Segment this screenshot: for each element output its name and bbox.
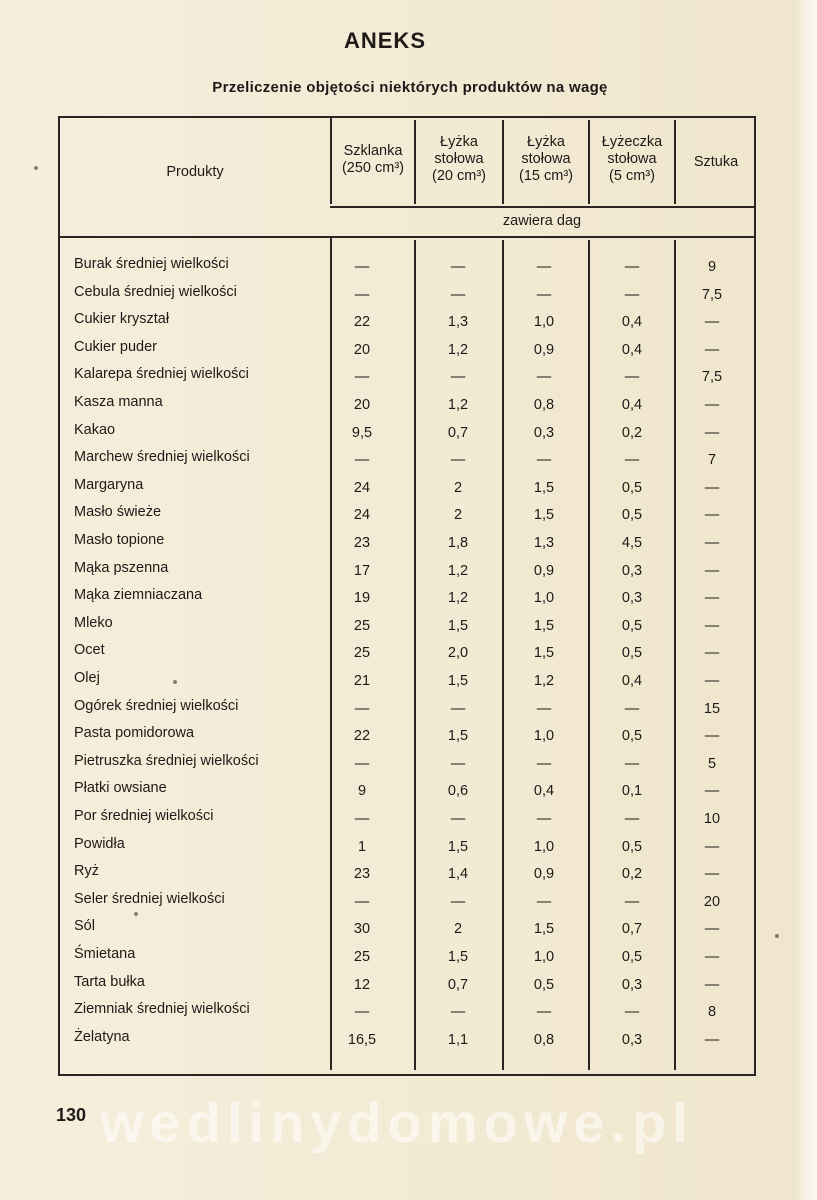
table-row-product: Marchew średniej wielkości xyxy=(74,449,250,466)
table-row-product: Ryż xyxy=(74,863,99,880)
table-cell: 0,9 xyxy=(533,866,555,883)
table-cell: — xyxy=(536,700,552,717)
table-cell: 24 xyxy=(353,507,371,524)
table-cell: 1,5 xyxy=(533,507,555,524)
table-cell: — xyxy=(704,1031,720,1048)
table-cell: 1,5 xyxy=(447,617,469,634)
table-row-product: Kalarepa średniej wielkości xyxy=(74,366,249,383)
table-cell: 1,3 xyxy=(533,535,555,551)
table-cell: — xyxy=(536,755,552,772)
column-divider xyxy=(414,240,416,1070)
table-cell: 0,5 xyxy=(621,728,643,745)
table-cell: — xyxy=(624,369,640,386)
table-cell: 1,8 xyxy=(447,535,469,551)
table-cell: 25 xyxy=(353,645,371,662)
header-teaspoon-5: Łyżeczka stołowa (5 cm³) xyxy=(601,134,663,184)
table-cell: 21 xyxy=(353,673,371,689)
table-cell: 0,4 xyxy=(621,314,643,331)
unit-note: zawiera dag xyxy=(502,213,582,229)
table-cell: 25 xyxy=(353,949,371,965)
table-cell: — xyxy=(354,1004,370,1021)
table-row-product: Kakao xyxy=(74,421,116,438)
table-cell: 0,5 xyxy=(621,479,643,496)
page-title: ANEKS xyxy=(343,28,426,53)
table-cell: 19 xyxy=(353,590,371,607)
table-cell: 1,2 xyxy=(533,673,555,689)
table-cell: 22 xyxy=(353,728,371,745)
table-row-product: Śmietana xyxy=(74,946,136,962)
table-row-product: Ziemniak średniej wielkości xyxy=(74,1001,250,1018)
table-cell: 2 xyxy=(453,479,463,496)
table-cell: — xyxy=(704,976,720,993)
table-cell: — xyxy=(704,728,720,745)
table-cell: — xyxy=(354,286,370,303)
table-cell: 9,5 xyxy=(351,424,373,441)
table-cell: — xyxy=(450,755,466,772)
table-cell: 0,3 xyxy=(621,562,643,579)
print-speck xyxy=(34,166,38,170)
table-cell: 0,3 xyxy=(621,590,643,607)
print-speck xyxy=(134,912,138,916)
table-cell: 2 xyxy=(453,507,463,524)
table-cell: 1,5 xyxy=(447,838,469,855)
table-cell: 1,5 xyxy=(533,921,555,938)
table-cell: — xyxy=(704,535,720,551)
table-row-product: Ogórek średniej wielkości xyxy=(74,697,239,714)
table-cell: — xyxy=(624,286,640,303)
table-cell: — xyxy=(704,507,720,524)
table-cell: 0,4 xyxy=(533,783,555,800)
table-cell: 0,5 xyxy=(621,617,643,634)
table-cell: 30 xyxy=(353,921,371,938)
table-cell: — xyxy=(624,700,640,717)
watermark: wedlinydomowe.pl xyxy=(100,1091,694,1154)
table-cell: 1 xyxy=(357,838,367,855)
table-cell: 1,5 xyxy=(533,479,555,496)
table-cell: 0,6 xyxy=(447,783,469,800)
table-row-product: Tarta bułka xyxy=(74,973,145,990)
table-cell: 23 xyxy=(353,535,371,551)
table-cell: 0,7 xyxy=(621,921,643,938)
table-row-product: Sól xyxy=(74,918,95,935)
table-row-product: Płatki owsiane xyxy=(74,780,167,797)
table-cell: 0,7 xyxy=(447,976,469,993)
table-cell: — xyxy=(704,949,720,965)
table-cell: 16,5 xyxy=(347,1031,377,1048)
column-divider xyxy=(502,240,504,1070)
table-row-product: Cukier kryształ xyxy=(74,311,170,328)
table-row-product: Margaryna xyxy=(74,476,144,493)
table-row-product: Pietruszka średniej wielkości xyxy=(74,752,259,769)
table-row-product: Kasza manna xyxy=(74,394,163,410)
table-cell: 1,0 xyxy=(533,838,555,855)
table-cell: 8 xyxy=(707,1004,717,1021)
table-cell: — xyxy=(450,893,466,910)
table-cell: — xyxy=(624,811,640,827)
table-cell: — xyxy=(354,369,370,386)
table-cell: 0,5 xyxy=(621,949,643,965)
print-speck xyxy=(173,680,177,684)
table-cell: — xyxy=(536,811,552,827)
table-cell: 1,0 xyxy=(533,590,555,607)
table-cell: — xyxy=(450,259,466,275)
table-cell: 25 xyxy=(353,617,371,634)
table-cell: — xyxy=(704,562,720,579)
table-cell: 0,5 xyxy=(621,838,643,855)
table-cell: 7,5 xyxy=(701,286,723,303)
table-cell: — xyxy=(354,700,370,717)
table-row-product: Masło świeże xyxy=(74,504,162,521)
table-cell: — xyxy=(624,259,640,275)
table-cell: — xyxy=(354,452,370,469)
table-cell: — xyxy=(704,397,720,413)
header-tablespoon-20: Łyżka stołowa (20 cm³) xyxy=(432,134,486,184)
table-cell: 9 xyxy=(357,783,367,800)
table-row-product: Powidła xyxy=(74,835,125,852)
table-cell: 0,8 xyxy=(533,397,555,413)
table-cell: — xyxy=(354,755,370,772)
page-number: 130 xyxy=(56,1105,87,1125)
table-cell: 10 xyxy=(703,811,721,827)
table-cell: 1,5 xyxy=(447,728,469,745)
table-cell: — xyxy=(450,700,466,717)
table-cell: 2,0 xyxy=(447,645,469,662)
table-cell: 1,0 xyxy=(533,728,555,745)
table-cell: 22 xyxy=(353,314,371,331)
table-cell: 0,4 xyxy=(621,341,643,358)
table-cell: 24 xyxy=(353,479,371,496)
table-cell: 0,7 xyxy=(447,424,469,441)
table-cell: — xyxy=(704,424,720,441)
table-cell: 23 xyxy=(353,866,371,883)
table-cell: — xyxy=(704,645,720,662)
table-cell: — xyxy=(536,369,552,386)
table-cell: 1,0 xyxy=(533,314,555,331)
table-cell: 12 xyxy=(353,976,371,993)
table-cell: 17 xyxy=(353,562,371,579)
table-cell: 0,4 xyxy=(621,673,643,689)
table-cell: 1,0 xyxy=(533,949,555,965)
table-cell: 1,5 xyxy=(447,673,469,689)
table-cell: — xyxy=(704,341,720,358)
table-row-product: Mąka ziemniaczana xyxy=(74,587,203,604)
table-cell: 0,8 xyxy=(533,1031,555,1048)
table-cell: 9 xyxy=(707,259,717,275)
table-cell: 1,1 xyxy=(447,1031,469,1048)
table-cell: 1,5 xyxy=(533,617,555,634)
page-edge xyxy=(795,0,817,1200)
table-cell: — xyxy=(450,452,466,469)
table-cell: — xyxy=(704,783,720,800)
table-cell: 0,9 xyxy=(533,562,555,579)
table-cell: 1,3 xyxy=(447,314,469,331)
table-cell: 1,5 xyxy=(447,949,469,965)
table-row-product: Mąka pszenna xyxy=(74,559,169,576)
header-glass: Szklanka (250 cm³) xyxy=(341,143,405,176)
table-cell: — xyxy=(704,838,720,855)
table-cell: — xyxy=(536,452,552,469)
table-cell: 0,9 xyxy=(533,341,555,358)
table-caption: Przeliczenie objętości niektórych produktów na wagę xyxy=(212,79,608,96)
table-row-product: Mleko xyxy=(74,614,113,631)
table-cell: 0,4 xyxy=(621,397,643,413)
column-divider xyxy=(588,240,590,1070)
table-cell: — xyxy=(450,286,466,303)
table-cell: 0,5 xyxy=(621,507,643,524)
table-cell: — xyxy=(704,617,720,634)
header-rule xyxy=(330,206,754,208)
table-cell: 5 xyxy=(707,755,717,772)
table-cell: 1,4 xyxy=(447,866,469,883)
table-cell: 4,5 xyxy=(621,535,643,551)
table-cell: — xyxy=(704,314,720,331)
table-cell: 0,3 xyxy=(621,976,643,993)
column-divider xyxy=(674,240,676,1070)
table-cell: 20 xyxy=(353,341,371,358)
table-cell: 7,5 xyxy=(701,369,723,386)
table-cell: 0,5 xyxy=(621,645,643,662)
header-products: Produkty xyxy=(166,164,224,180)
table-cell: — xyxy=(704,921,720,938)
table-cell: — xyxy=(354,893,370,910)
table-cell: 1,2 xyxy=(447,562,469,579)
table-row-product: Olej xyxy=(74,670,100,686)
table-cell: — xyxy=(704,673,720,689)
table-row-product: Żelatyna xyxy=(74,1028,130,1045)
table-row-product: Ocet xyxy=(74,642,105,659)
table-cell: — xyxy=(450,1004,466,1021)
table-cell: — xyxy=(624,893,640,910)
table-cell: 0,2 xyxy=(621,424,643,441)
table-cell: — xyxy=(536,286,552,303)
table-cell: 0,3 xyxy=(621,1031,643,1048)
table-row-product: Seler średniej wielkości xyxy=(74,890,225,907)
table-cell: — xyxy=(624,1004,640,1021)
table-cell: 2 xyxy=(453,921,463,938)
table-cell: — xyxy=(536,893,552,910)
table-row-product: Pasta pomidorowa xyxy=(74,725,195,742)
table-row-product: Cebula średniej wielkości xyxy=(74,283,237,300)
table-cell: — xyxy=(354,811,370,827)
table-cell: — xyxy=(536,1004,552,1021)
table-cell: 1,2 xyxy=(447,397,469,413)
header-tablespoon-15: Łyżka stołowa (15 cm³) xyxy=(519,134,573,184)
table-cell: 20 xyxy=(703,893,721,910)
table-cell: 1,2 xyxy=(447,590,469,607)
table-row-product: Por średniej wielkości xyxy=(74,808,214,824)
table-cell: 0,2 xyxy=(621,866,643,883)
table-row-product: Masło topione xyxy=(74,532,165,548)
table-cell: 15 xyxy=(703,700,721,717)
header-piece: Sztuka xyxy=(693,154,739,170)
table-cell: — xyxy=(354,259,370,275)
table-cell: — xyxy=(624,452,640,469)
table-cell: — xyxy=(704,590,720,607)
table-cell: — xyxy=(624,755,640,772)
print-speck xyxy=(775,934,779,938)
table-cell: 7 xyxy=(707,452,717,469)
table-cell: — xyxy=(704,866,720,883)
table-cell: — xyxy=(536,259,552,275)
table-cell: 20 xyxy=(353,397,371,413)
table-cell: 1,2 xyxy=(447,341,469,358)
table-row-product: Cukier puder xyxy=(74,338,158,355)
table-cell: 0,5 xyxy=(533,976,555,993)
header-rule xyxy=(60,236,754,238)
table-cell: 0,1 xyxy=(621,783,643,800)
table-cell: 0,3 xyxy=(533,424,555,441)
table-cell: — xyxy=(450,811,466,827)
table-cell: — xyxy=(450,369,466,386)
table-cell: 1,5 xyxy=(533,645,555,662)
table-row-product: Burak średniej wielkości xyxy=(74,256,229,272)
table-cell: — xyxy=(704,479,720,496)
